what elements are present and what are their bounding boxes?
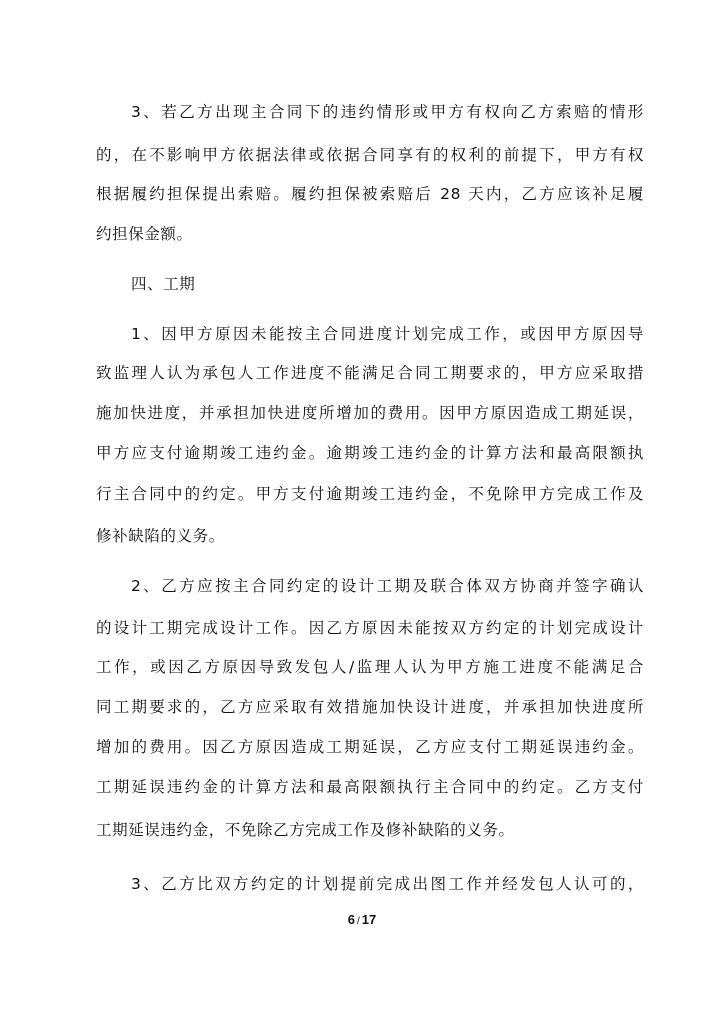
paragraph-line: 1、因甲方原因未能按主合同进度计划完成工作，或因甲方原因导	[131, 325, 644, 343]
paragraph-line: 增加的费用。因乙方原因造成工期延误，乙方应支付工期延误违约金。	[96, 738, 644, 756]
paragraph-line: 工作，或因乙方原因导致发包人/监理人认为甲方施工进度不能满足合	[96, 658, 644, 676]
paragraph-line: 2、乙方应按主合同约定的设计工期及联合体双方协商并签字确认	[131, 577, 644, 595]
paragraph-line: 根据履约担保提出索赔。履约担保被索赔后 28 天内，乙方应该补足履	[96, 185, 644, 203]
paragraph-line: 3、乙方比双方约定的计划提前完成出图工作并经发包人认可的，	[131, 875, 644, 893]
paragraph-line: 同工期要求的，乙方应采取有效措施加快设计进度，并承担加快进度所	[96, 698, 644, 716]
total-pages-number: 17	[361, 912, 377, 927]
paragraph-line: 工期延误违约金，不免除乙方完成工作及修补缺陷的义务。	[96, 821, 515, 839]
paragraph-line: 修补缺陷的义务。	[96, 527, 225, 545]
paragraph-line: 甲方应支付逾期竣工违约金。逾期竣工违约金的计算方法和最高限额执	[96, 444, 644, 462]
paragraph-line: 致监理人认为承包人工作进度不能满足合同工期要求的，甲方应采取措	[96, 364, 644, 382]
paragraph-line: 约担保金额。	[96, 225, 193, 243]
paragraph-line: 行主合同中的约定。甲方支付逾期竣工违约金，不免除甲方完成工作及	[96, 485, 644, 503]
paragraph-line: 的设计工期完成设计工作。因乙方原因未能按双方约定的计划完成设计	[96, 619, 644, 637]
paragraph-line: 3、若乙方出现主合同下的违约情形或甲方有权向乙方索赔的情形	[131, 103, 644, 121]
page-separator: /	[356, 916, 360, 927]
paragraph-line: 工期延误违约金的计算方法和最高限额执行主合同中的约定。乙方支付	[96, 778, 644, 796]
paragraph-line: 施加快进度，并承担加快进度所增加的费用。因甲方原因造成工期延误，	[96, 404, 644, 422]
section-heading: 四、工期	[131, 275, 196, 293]
paragraph-line: 的，在不影响甲方依据法律或依据合同享有的权利的前提下，甲方有权	[96, 146, 644, 164]
current-page-number: 6	[347, 912, 355, 927]
page-number	[0, 910, 724, 932]
